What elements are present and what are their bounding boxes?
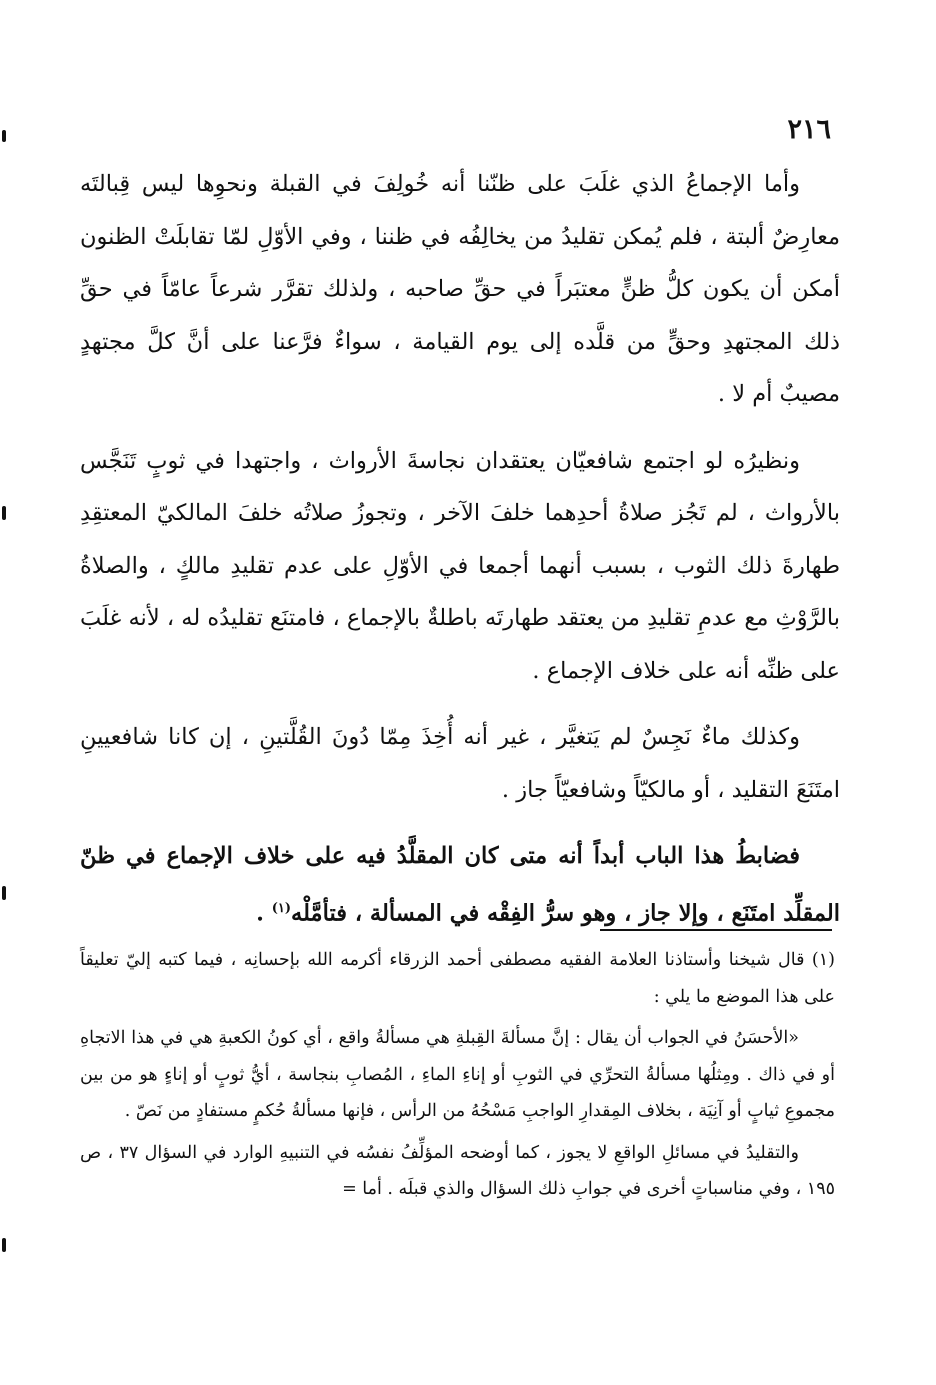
main-text-body (80, 158, 840, 954)
footnote-1-quote: «الأحسَنُ في الجواب أن يقال : إنَّ مسألةَ القِبلةِ هي مسألةُ واقع ، أي كونُ الكعبةِ هي في هذا الاتجاهِ أو في ذاك . ومِثلُها مسألةُ التحرِّي في الثوبِ أو إناءِ الماءِ ، المُصابِ بنجاسة ، أيُّ ثوبٍ أو إناءٍ هو من بين مجموعِ ثيابٍ أو آنِيَة ، بخلاف المِقدارِ الواجبِ مَسْحُهُ من الرأس ، فإنها مسألةُ حُكمٍ مستفادٍ من نَصّ . (80, 1028, 835, 1121)
footnote-1-continuation: والتقليدُ في مسائلِ الواقعِ لا يجوز ، كما أوضحه المؤلِّفُ نفسُه في التنبيهِ الوارد في السؤال ٣٧ ، ص ١٩٥ ، وفي مناسباتٍ أخرى في جوابِ ذلك السؤال والذي قبلَه . أما = (80, 1142, 835, 1199)
footnotes-section (80, 942, 835, 1213)
paragraph-water-example: وكذلك ماءٌ نَجِسٌ لم يَتغيَّر ، غير أنه أُخِذَ مِمّا دُونَ القُلَّتينِ ، إن كانا شافعيينِ امتَنَعَ التقليد ، أو مالكيّاً وشافعيّاً جاز . (80, 724, 840, 803)
footnote-1-intro: (١) قال شيخنا وأستاذنا العلامة الفقيه مصطفى أحمد الزرقاء أكرمه الله بإحسانِه ، فيما كتبه إليّ تعليقاً على هذا الموضع ما يلي : (80, 950, 835, 1007)
scan-edge-mark (2, 506, 6, 520)
scan-edge-mark (2, 1238, 6, 1252)
page-number: ٢١٦ (787, 114, 831, 145)
footnote-reference-1[interactable]: (١) (271, 900, 292, 916)
scan-edge-mark (2, 130, 6, 142)
scan-edge-mark (2, 886, 6, 900)
footnote-separator (600, 929, 832, 931)
paragraph-rule-summary (80, 830, 840, 940)
paragraph-shafii-example: ونظيرُه لو اجتمع شافعيّان يعتقدان نجاسةَ الأرواث ، واجتهدا في ثوبٍ تَنَجَّس بالأرواث ، لم تَجُز صلاةُ أحدِهما خلفَ الآخر ، وتجوزُ صلاتُه خلفَ المالكيّ المعتقِدِ طهارةَ ذلك الثوب ، بسبب أنهما أجمعا في الأوّلِ على عدم تقليدِ مالكٍ ، والصلاةُ بالرَّوْثِ مع عدمِ تقليدِ من يعتقد طهارتَه باطلةٌ بالإجماع ، فامتنَع تقليدُه له ، لأنه غلَبَ على ظنِّه أنه على خلاف الإجماع . (80, 447, 840, 684)
paragraph-qibla-consensus: وأما الإجماعُ الذي غلَبَ على ظنّنا أنه خُولِفَ في القبلة ونحوِها ليس قِبالتَه معارِضٌ ألبتة ، فلم يُمكن تقليدُ من يخالِفُه في ظننا ، وفي الأوّلِ لمّا تقابلَتْ الظنون أمكن أن يكون كلُّ ظنٍّ معتبَراً في حقِّ صاحبه ، ولذلك تقرَّر شرعاً عامّاً في حقِّ ذلك المجتهدِ وحقٍّ من قلَّده إلى يوم القيامة ، سواءٌ فرَّعنا على أنَّ كلَّ مجتهدٍ مصيبٌ أم لا . (80, 171, 840, 407)
rule-summary-end: . (256, 900, 272, 926)
rule-summary-text: فضابطُ هذا الباب أبداً أنه متى كان المقلَّدُ فيه على خلاف الإجماع في ظنّ المقلِّد امتَنَع ، وإلا جاز ، وهو سرُّ الفِقْه في المسألة ، فتأمَّلْه (80, 843, 840, 926)
